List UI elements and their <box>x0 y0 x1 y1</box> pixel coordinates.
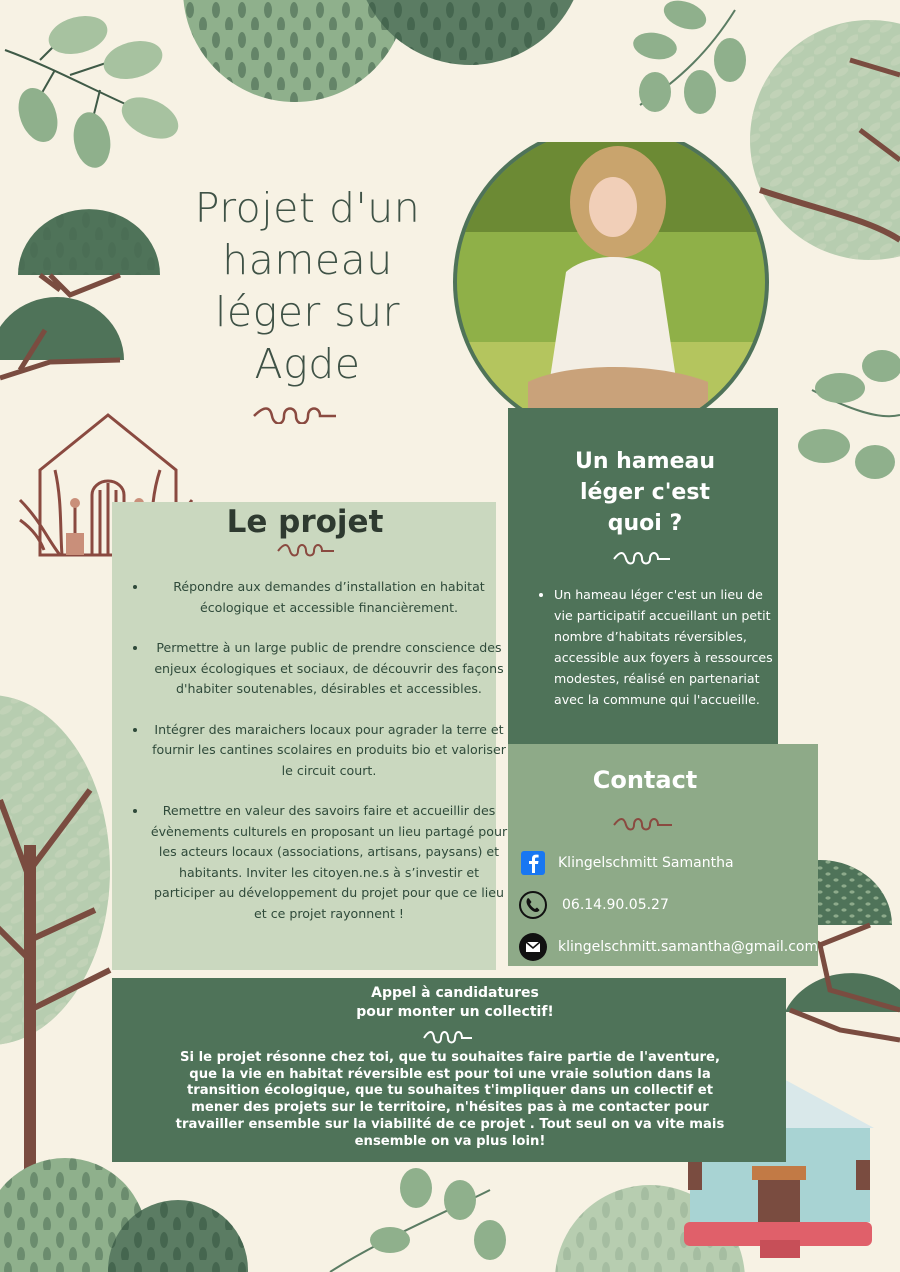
top-right-leaf-branch <box>631 0 746 114</box>
list-item: • Remettre en valeur des savoirs faire et accueillir des évènements culturels en proposant un lieu partagé pour les acteurs locaux (associations, artisans, paysans) et habitants. Inviter les citoyen.ne.s à s’investir et participer au développement du projet pour que ce lieu et ce projet rayonnent ! <box>148 801 508 924</box>
bottom-leaf-sprig <box>330 1168 506 1272</box>
contact-phone-row[interactable] <box>518 890 669 920</box>
left-tree <box>0 209 160 378</box>
projet-squiggle <box>276 543 336 557</box>
hameau-list <box>534 584 778 710</box>
list-item: • Répondre aux demandes d’installation en habitat écologique et accessible financièrement. <box>148 577 508 618</box>
right-leaf-sprig <box>798 350 900 479</box>
appel-body: Si le projet résonne chez toi, que tu souhaites faire partie de l'aventure, que la vie en habitat réversible est pour toi une vraie solution dans la transition écologique, que tu souhaites t'impliquer dans un collectif et mener des projets sur le territoire, n'hésites pas à me contacter pour travailler ensemble sur la viabilité de ce projet . Tout seul on va vite mais ensemble on va plus loin! <box>175 1050 725 1149</box>
hameau-heading: Un hameau léger c'est quoi ? <box>574 449 716 536</box>
phone-icon <box>518 890 548 920</box>
list-item: • Permettre à un large public de prendre conscience des enjeux écologiques et sociaux, de découvrir des façons d'habiter soutenables, désirables et accessibles. <box>148 638 508 700</box>
appel-heading: Appel à candidatures pour monter un collectif! <box>356 985 554 1020</box>
facebook-name: Klingelschmitt Samantha <box>558 855 734 871</box>
list-item: • Un hameau léger c'est un lieu de vie participatif accueillant un petit nombre d’habitats réversibles, accessible aux foyers à ressources modestes, réalisé en partenariat avec la commune qui l'accueille. <box>554 584 778 710</box>
email-address: klingelschmitt.samantha@gmail.com <box>558 939 819 955</box>
contact-facebook-row[interactable] <box>520 850 734 876</box>
bottom-left-trees <box>0 1158 248 1272</box>
facebook-icon <box>520 850 546 876</box>
contact-squiggle <box>612 817 674 831</box>
phone-number: 06.14.90.05.27 <box>562 897 669 913</box>
contact-email-row[interactable] <box>518 932 818 962</box>
list-item: • Intégrer des maraichers locaux pour agrader la terre et fournir les cantines scolaires en produits bio et valoriser le circuit court. <box>148 720 508 782</box>
projet-heading: Le projet <box>226 504 384 540</box>
top-tree-canopies <box>183 0 585 102</box>
mail-icon <box>518 932 548 962</box>
page-title: Projet d'un hameau léger sur Agde <box>194 184 421 388</box>
hameau-squiggle <box>612 551 672 565</box>
left-big-tree <box>0 695 110 1175</box>
appel-squiggle <box>422 1030 474 1044</box>
contact-heading: Contact <box>592 766 698 794</box>
title-squiggle <box>250 404 340 424</box>
projet-list <box>128 577 508 944</box>
